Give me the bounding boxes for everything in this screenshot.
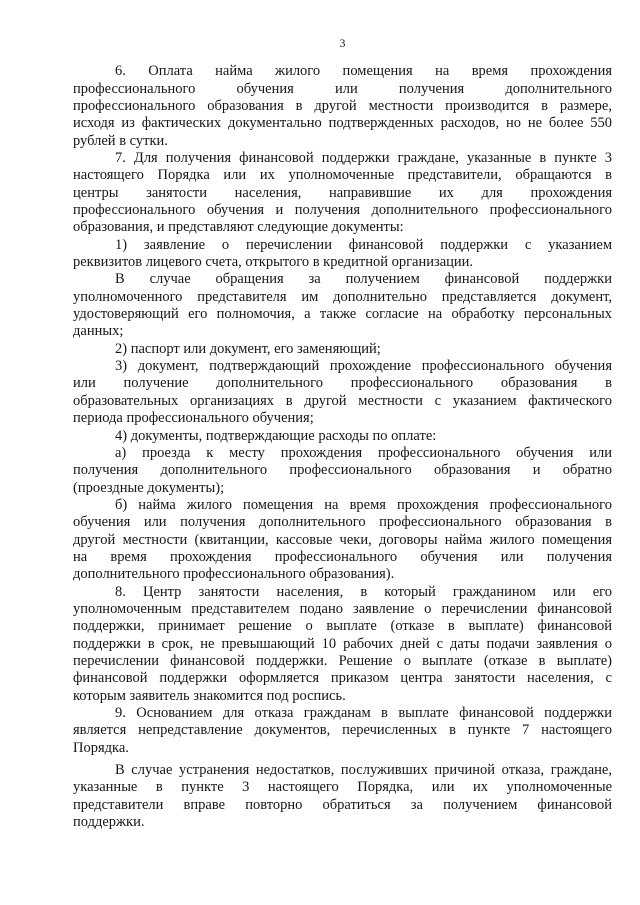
text-line: образовательных организациях в другой местности с указанием фактического	[73, 392, 612, 409]
text-line: исходя из фактических документально подтвержденных расходов, но не более 550	[73, 115, 612, 132]
text-line: 4) документы, подтверждающие расходы по оплате:	[115, 427, 437, 444]
text-line: 9. Основанием для отказа гражданам в выплате финансовой поддержки	[115, 705, 612, 722]
text-line: является непредставление документов, перечисленных в пункте 7 настоящего	[73, 722, 612, 739]
text-line: получения дополнительного профессионального образования и обратно	[73, 462, 612, 479]
text-line: на время прохождения профессионального обучения или получения	[73, 548, 612, 565]
text-line: В случае обращения за получением финансовой поддержки	[115, 271, 612, 288]
text-line: профессионального обучения или получения дополнительного	[73, 80, 612, 97]
text-line: настоящего Порядка или их уполномоченные представители, обращаются в	[73, 167, 612, 184]
text-line: 1) заявление о перечислении финансовой поддержки с указанием	[115, 236, 612, 253]
text-line: 7. Для получения финансовой поддержки граждане, указанные в пункте 3	[115, 150, 612, 167]
text-line: (проездные документы);	[73, 479, 225, 496]
text-line: обучения или получения дополнительного профессионального образования в	[73, 514, 612, 531]
text-line: финансовой поддержки оформляется приказом центра занятости населения, с	[73, 670, 612, 687]
text-line: В случае устранения недостатков, послуживших причиной отказа, граждане,	[115, 762, 612, 779]
text-line: периода профессионального обучения;	[73, 410, 314, 427]
text-line: которым заявитель знакомится под роспись.	[73, 687, 346, 704]
paragraph-representative-note	[73, 271, 612, 340]
paragraph-item-7-1	[73, 237, 612, 272]
text-line: 3) документ, подтверждающий прохождение профессионального обучения	[115, 358, 612, 375]
paragraph-item-7-4-a	[73, 445, 612, 497]
text-line: перечислении финансовой поддержки. Решение о выплате (отказе в выплате)	[73, 652, 612, 669]
text-line: или получение дополнительного профессионального образования в	[73, 375, 612, 392]
text-line: образования, и представляют следующие документы:	[73, 219, 404, 236]
page-number: 3	[339, 38, 346, 50]
paragraph-item-7-2	[73, 341, 612, 358]
text-line: центры занятости населения, направившие их для прохождения	[73, 184, 612, 201]
text-line: 6. Оплата найма жилого помещения на время прохождения	[115, 63, 612, 80]
text-line: а) проезда к месту прохождения профессионального обучения или	[115, 444, 612, 461]
text-line: дополнительного профессионального образования).	[73, 566, 395, 583]
paragraph-item-7-4-b	[73, 497, 612, 584]
paragraph-item-7-3	[73, 358, 612, 427]
paragraph-item-7	[73, 150, 612, 237]
text-line: профессионального образования в другой местности производится в размере,	[73, 97, 612, 114]
text-line: реквизитов лицевого счета, открытого в кредитной организации.	[73, 254, 474, 271]
text-line: представители вправе повторно обратиться за получением финансовой	[73, 796, 612, 813]
text-line: поддержки в срок, не превышающий 10 рабочих дней с даты подачи заявления о	[73, 635, 612, 652]
text-line: уполномоченным представителем подано заявление о перечислении финансовой	[73, 600, 612, 617]
text-line: данных;	[73, 323, 124, 340]
text-line: Порядка.	[73, 739, 129, 756]
text-line: удостоверяющий его полномочия, а также согласие на обработку персональных	[73, 306, 612, 323]
paragraph-item-6	[73, 63, 612, 150]
text-line: профессионального обучения и получения дополнительного профессионального	[73, 202, 612, 219]
text-line: уполномоченного представителя им дополнительно представляется документ,	[73, 288, 612, 305]
text-line: рублей в сутки.	[73, 132, 168, 149]
paragraph-item-8	[73, 584, 612, 705]
text-line: поддержки.	[73, 814, 145, 831]
text-line: 8. Центр занятости населения, в который гражданином или его	[115, 583, 612, 600]
text-line: поддержки, принимает решение о выплате (отказе в выплате) финансовой	[73, 618, 612, 635]
text-line: 2) паспорт или документ, его заменяющий;	[115, 340, 381, 357]
document-body	[73, 63, 612, 831]
paragraph-item-9	[73, 705, 612, 757]
text-line: другой местности (квитанции, кассовые чеки, договоры найма жилого помещения	[73, 531, 612, 548]
text-line: указанные в пункте 3 настоящего Порядка, или их уполномоченные	[73, 779, 612, 796]
paragraph-item-7-4	[73, 428, 612, 445]
text-line: б) найма жилого помещения на время прохождения профессионального	[115, 496, 612, 513]
paragraph-resubmission-note	[73, 762, 612, 831]
